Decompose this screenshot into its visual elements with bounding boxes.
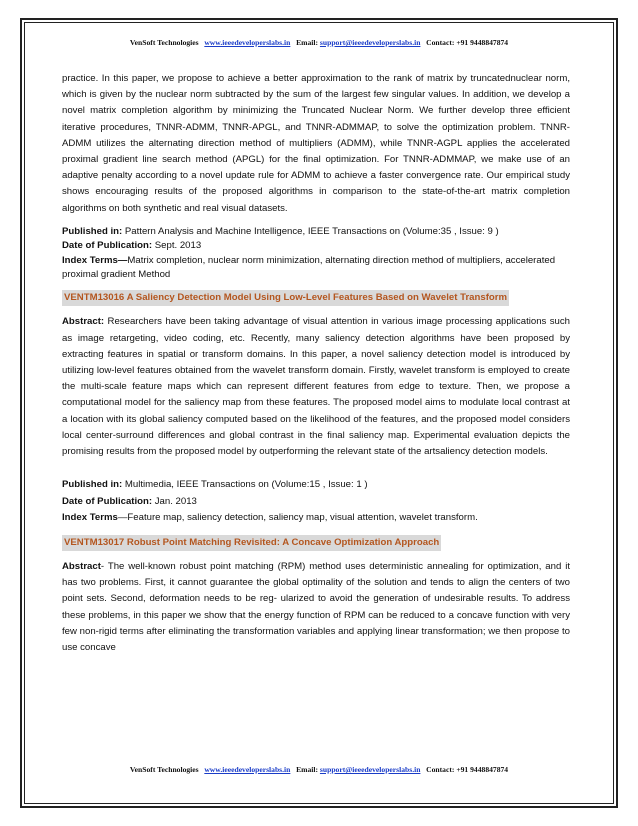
paper1-published-label: Published in: <box>62 225 123 237</box>
paper2-meta <box>62 477 570 527</box>
paper2-terms <box>62 510 570 527</box>
paper2-abstract <box>62 314 570 460</box>
page-content <box>62 71 570 656</box>
paper1-terms <box>62 254 570 283</box>
footer-email-label: Email: <box>296 765 319 774</box>
paper2-published-value: Multimedia, IEEE Transactions on (Volume:15 , Issue: 1 ) <box>124 479 368 491</box>
paper1-meta <box>62 225 570 283</box>
paper2-title: VENTM13016 A Saliency Detection Model Using Low-Level Features Based on Wavelet Transform <box>62 290 509 306</box>
paper3-abstract-text: - The well-known robust point matching (RPM) method uses deterministic annealing for optimization, and it has two problems. First, it cannot guarantee the global optimality of the solution and tends to align the centers of two point sets. Second, deformation needs to be reg- ularized to avoid the generation of undesirable results. To address these problems, in this paper we show that the energy function of RPM can be reduced to a concave function with very few non-rigid terms after eliminating the transformation variables and applying linear transformation; we then propose to use concave <box>62 561 570 654</box>
header-contact: +91 9448847874 <box>456 38 509 47</box>
paper3-abstract-label: Abstract <box>62 561 101 573</box>
paper1-terms-label: Index Terms— <box>62 254 128 266</box>
paper2-abstract-text: Researchers have been taking advantage of visual attention in various image processing applications such as image retargeting, video coding, etc. Recently, many saliency detection algorithms have been proposed by extracting features in spatial or transform domains. In this paper, a novel saliency detection model is introduced by utilizing low-level features obtained from the wavelet transform domain. Firstly, wavelet transform is employed to create the multi-scale feature maps which can represent different features from edge to texture. Then, we propose a computational model for the saliency map from these features. The proposed model aims to modulate local contrast at a location with its global saliency computed based on the likelihood of the features, and the proposed model considers local center-surround differences and global contrast in the final saliency map. Experimental evaluation depicts the promising results from the proposed model by outperforming the relevant state of the artsaliency detection models. <box>62 316 571 458</box>
paper3-title: VENTM13017 Robust Point Matching Revisited: A Concave Optimization Approach <box>62 535 441 551</box>
paper1-date-label: Date of Publication: <box>62 240 153 252</box>
header-email-link[interactable]: support@ieeedeveloperslabs.in <box>319 38 421 47</box>
paper2-published <box>62 477 570 494</box>
paper2-date <box>62 494 570 511</box>
footer-company: VenSoft Technologies <box>129 765 199 774</box>
header-email-label: Email: <box>296 38 319 47</box>
paper1-abstract-continued: practice. In this paper, we propose to achieve a better approximation to the rank of matrix by truncatednuclear norm, which is given by the nuclear norm subtracted by the sum of the largest few singular values. In addition, we develop a novel matrix completion algorithm by minimizing the Truncated Nuclear Norm. We further develop three efficient iterative procedures, TNNR-ADMM, TNNR-APGL, and TNNR-ADMMAP, to solve the optimization problem. TNNR-ADMM utilizes the alternating direction method of multipliers (ADMM), while TNNR-AGPL applies the accelerated proximal gradient line search method (APGL) for the final optimization. For TNNR-ADMMAP, we make use of an adaptive penalty according to a novel update rule for ADMM to achieve a faster convergence rate. Our empirical study shows encouraging results of the proposed algorithms in comparison to the state-of-the-art matrix completion algorithms on both synthetic and real visual datasets. <box>62 73 570 214</box>
footer-contact: +91 9448847874 <box>456 765 509 774</box>
paper2-terms-value: —Feature map, saliency detection, saliency map, visual attention, wavelet transform. <box>117 512 478 524</box>
paper2-published-label: Published in: <box>62 479 123 491</box>
paper2-abstract-label: Abstract: <box>62 316 105 328</box>
paper1-date-value: Sept. 2013 <box>154 240 202 252</box>
paper1-published <box>62 225 570 239</box>
page-header <box>26 38 612 47</box>
footer-email-link[interactable]: support@ieeedeveloperslabs.in <box>319 765 421 774</box>
paper2-date-label: Date of Publication: <box>62 495 153 507</box>
paper1-published-value: Pattern Analysis and Machine Intelligence, IEEE Transactions on (Volume:35 , Issue: 9 ) <box>124 225 499 237</box>
header-company: VenSoft Technologies <box>129 38 199 47</box>
paper1-terms-value: Matrix completion, nuclear norm minimization, alternating direction method of multipliers, accelerated proximal gradient Method <box>62 254 556 281</box>
paper1-date <box>62 239 570 253</box>
header-website-link[interactable]: www.ieeedeveloperslabs.in <box>204 38 291 47</box>
page-footer <box>26 765 612 774</box>
footer-contact-label: Contact: <box>426 765 455 774</box>
paper3-abstract <box>62 559 570 656</box>
paper2-terms-label: Index Terms <box>62 512 118 524</box>
paper2-date-value: Jan. 2013 <box>154 495 197 507</box>
footer-website-link[interactable]: www.ieeedeveloperslabs.in <box>204 765 291 774</box>
header-contact-label: Contact: <box>426 38 455 47</box>
